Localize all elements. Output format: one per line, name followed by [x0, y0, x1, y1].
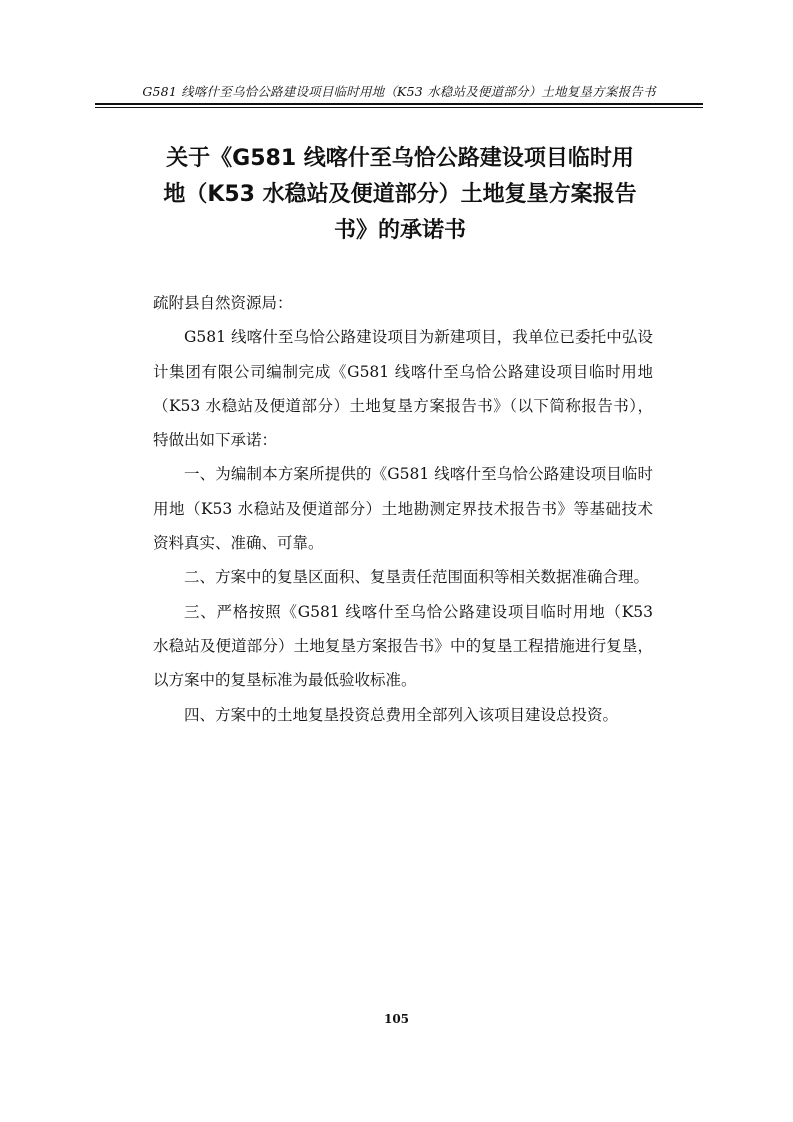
title-line-2: 地（K53 水稳站及便道部分）土地复垦方案报告 — [163, 182, 637, 207]
paragraph-commitment-3: 三、严格按照《G581 线喀什至乌恰公路建设项目临时用地（K53 水稳站及便道部分）土地复垦方案报告书》中的复垦工程措施进行复垦，以方案中的复垦标准为最低验收标准。 — [153, 602, 653, 690]
paragraph-commitment-1: 一、为编制本方案所提供的《G581 线喀什至乌恰公路建设项目临时用地（K53 水稳站及便道部分）土地勘测定界技术报告书》等基础技术资料真实、准确、可靠。 — [153, 465, 653, 553]
running-header: G581 线喀什至乌恰公路建设项目临时用地（K53 水稳站及便道部分）土地复垦方案报告书 — [142, 84, 656, 99]
paragraph-commitment-4: 四、方案中的土地复垦投资总费用全部列入该项目建设总投资。 — [184, 705, 619, 724]
salutation: 疏附县自然资源局： — [153, 294, 293, 312]
title-line-3: 书》的承诺书 — [333, 218, 466, 243]
title-line-1: 关于《G581 线喀什至乌恰公路建设项目临时用 — [166, 146, 634, 171]
header-rule-thin — [95, 107, 703, 108]
paragraph-commitment-2: 二、方案中的复垦区面积、复垦责任范围面积等相关数据准确合理。 — [184, 568, 650, 587]
paragraph-intro: G581 线喀什至乌恰公路建设项目为新建项目，我单位已委托中弘设计集团有限公司编制完成《G581 线喀什至乌恰公路建设项目临时用地（K53 水稳站及便道部分）土地复垦方案报告书》（以下简称报告书），特做出如下承诺： — [153, 328, 653, 450]
page-number: 105 — [383, 1012, 410, 1026]
document-title — [140, 141, 660, 249]
document-body — [153, 286, 653, 732]
header-rule-thick — [95, 103, 703, 105]
